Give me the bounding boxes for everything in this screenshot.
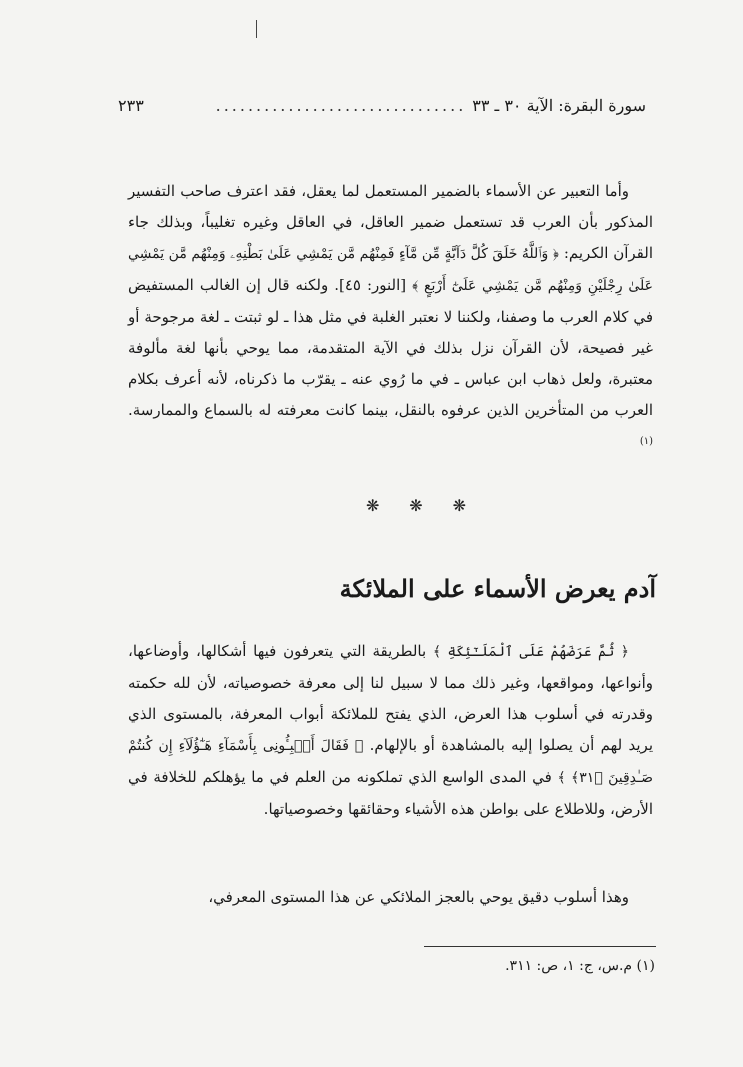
paragraph-1-intro: وأما التعبير عن الأسماء بالضمير المستعمل لما يعقل، فقد اعترف صاحب التفسير المذكور بأن العرب قد تستعمل ضمير العاقل، في العاقل وغيره تغليباً، وبذلك جاء القرآن الكريم: [128,182,653,262]
section-separator [366,496,466,515]
star-ornament-icon: ❋ [452,496,466,515]
quran-verse-names: ﴿ فَقَالَ أَنۢبِـُٔونِى بِأَسْمَآءِ هَـٰٓؤُلَآءِ إِن كُنتُمْ صَـٰدِقِينَ ﴿٣١﴾ ﴾ [128,738,654,786]
header-dots: ............................... [215,95,467,115]
running-header [118,92,646,118]
header-title: سورة البقرة: الآية ٣٠ ـ ٣٣ [472,95,646,115]
star-ornament-icon: ❋ [409,496,423,515]
paragraph-1 [128,176,653,461]
star-ornament-icon: ❋ [366,496,380,515]
margin-mark [256,20,257,38]
paragraph-2-part2: في المدى الواسع الذي تملكونه من العلم في ما يؤهلكم للخلافة في الأرض، وللاطلاع على بواطن هذه الأشياء وحقائقها وخصوصياتها. [128,768,653,818]
paragraph-1-rest: [النور: ٤٥]. ولكنه قال إن الغالب المستفيض في كلام العرب ما وصفنا، ولكننا لا نعتبر الغلبة في مثل هذا ـ لو ثبتت ـ لغة مرجوحة أو غير فصيحة، لأن القرآن نزل بذلك في الآية المتقدمة، مما يوحي بأنها لغة مألوفة معتبرة، ولعل ذهاب ابن عباس ـ في ما رُوي عنه ـ يقرّب ما ذكرناه، لأنه أعرف بكلام العرب من المتأخرين الذين عرفوه بالنقل، بينما كانت معرفته له بالسماع والممارسة. [128,276,653,419]
page-number: ٢٣٣ [118,95,144,115]
paragraph-2-part1: بالطريقة التي يتعرفون فيها أشكالها، وأوضاعها، وأنواعها، ومواقعها، وغير ذلك مما لا سبيل لنا إلى معرفة خصوصياته، لأن لله حكمته وقدرته في أسلوب هذا العرض، الذي يفتح للملائكة أبواب المعرفة، بالمستوى الذي يريد لهم أن يصلوا إليه بالمشاهدة أو بالإلهام. [128,642,653,754]
section-heading: آدم يعرض الأسماء على الملائكة [339,574,656,603]
paragraph-2 [128,636,653,825]
paragraph-3-text: وهذا أسلوب دقيق يوحي بالعجز الملائكي عن هذا المستوى المعرفي، [208,888,629,906]
paragraph-3 [128,882,653,913]
footnote: (١) م.س، ج: ١، ص: ٣١١. [505,958,655,974]
quran-verse-nur: ﴿ وَٱللَّهُ خَلَقَ كُلَّ دَآبَّةٍ مِّن مَّآءٍ فَمِنْهُم مَّن يَمْشِي عَلَىٰ بَطْنِهِۦ وَمِنْهُم مَّن يَمْشِي عَلَىٰ رِجْلَيْنِ وَمِنْهُم مَّن يَمْشِي عَلَىٰٓ أَرْبَعٍ ﴾ [128,246,653,294]
footnote-reference: (١) [639,436,653,447]
footnote-divider [424,946,656,947]
quran-verse-presentation: ﴿ ثُمَّ عَرَضَهُمْ عَلَى ٱلْمَلَـٰٓئِكَةِ ﴾ [432,644,629,660]
